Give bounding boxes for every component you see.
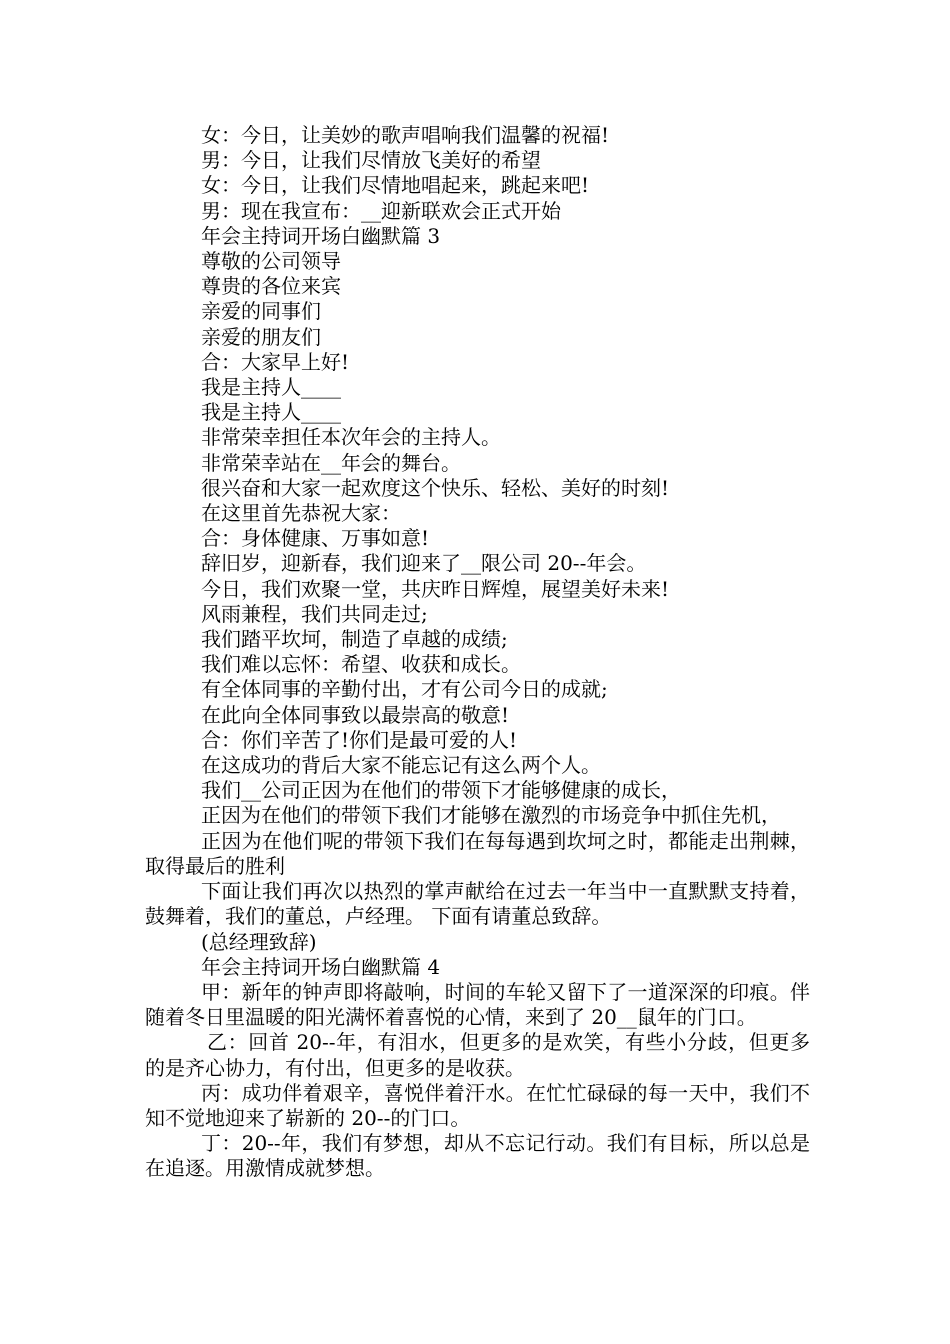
paragraph: 很兴奋和大家一起欢度这个快乐、轻松、美好的时刻! (201, 475, 670, 500)
section-heading: 年会主持词开场白幽默篇 4 (201, 954, 441, 979)
paragraph: 合：身体健康、万事如意! (201, 526, 430, 551)
paragraph: 下面让我们再次以热烈的掌声献给在过去一年当中一直默默支持着，鼓舞着，我们的董总，卢经理。 下面有请董总致辞。 (145, 879, 810, 929)
paragraph: (总经理致辞) (201, 929, 317, 954)
paragraph: 女：今日，让美妙的歌声唱响我们温馨的祝福! (201, 123, 610, 147)
paragraph: 亲爱的朋友们 (201, 324, 321, 349)
paragraph: 甲：新年的钟声即将敲响，时间的车轮又留下了一道深深的印痕。伴随着冬日里温暖的阳光满怀着喜悦的心情，来到了 20__鼠年的门口。 (145, 979, 810, 1030)
paragraph: 在此向全体同事致以最崇高的敬意! (201, 702, 510, 727)
paragraph: 尊敬的公司领导 (201, 249, 341, 274)
paragraph: 我们难以忘怀：希望、收获和成长。 (201, 652, 521, 677)
paragraph: 非常荣幸担任本次年会的主持人。 (201, 425, 501, 450)
paragraph: 正因为在他们的带领下我们才能够在激烈的市场竞争中抓住先机， (201, 803, 781, 828)
paragraph: 我们踏平坎坷，制造了卓越的成绩; (201, 627, 508, 652)
paragraph: 我是主持人____ (201, 400, 341, 425)
paragraph: 有全体同事的辛勤付出，才有公司今日的成就; (201, 677, 608, 702)
paragraph: 合：大家早上好! (201, 349, 350, 374)
section-heading: 年会主持词开场白幽默篇 3 (201, 223, 441, 248)
paragraph: 在这里首先恭祝大家： (201, 501, 401, 526)
paragraph: 男：现在我宣布：__迎新联欢会正式开始 (201, 198, 561, 223)
paragraph: 女：今日，让我们尽情地唱起来，跳起来吧! (201, 173, 590, 198)
paragraph: 辞旧岁，迎新春，我们迎来了__限公司 20--年会。 (201, 551, 647, 576)
paragraph: 正因为在他们呢的带领下我们在每每遇到坎坷之时，都能走出荆棘，取得最后的胜利 (145, 828, 810, 878)
paragraph: 风雨兼程，我们共同走过; (201, 601, 428, 626)
paragraph: 在这成功的背后大家不能忘记有这么两个人。 (201, 753, 601, 778)
paragraph: 丙：成功伴着艰辛，喜悦伴着汗水。在忙忙碌碌的每一天中，我们不知不觉地迎来了崭新的 20--的门口。 (145, 1080, 810, 1130)
paragraph: 亲爱的同事们 (201, 299, 321, 324)
paragraph: 合：你们辛苦了!你们是最可爱的人! (201, 727, 518, 752)
paragraph: 男：今日，让我们尽情放飞美好的希望 (201, 148, 541, 173)
document-body (145, 123, 810, 1182)
paragraph: 乙：回首 20--年，有泪水，但更多的是欢笑，有些小分歧，但更多的是齐心协力，有付出，但更多的是收获。 (145, 1030, 810, 1080)
paragraph: 我们__公司正因为在他们的带领下才能够健康的成长， (201, 778, 681, 803)
paragraph: 尊贵的各位来宾 (201, 274, 341, 299)
paragraph: 我是主持人____ (201, 375, 341, 400)
paragraph: 今日，我们欢聚一堂，共庆昨日辉煌，展望美好未来! (201, 576, 670, 601)
paragraph: 非常荣幸站在__年会的舞台。 (201, 450, 461, 475)
paragraph: 丁：20--年，我们有梦想，却从不忘记行动。我们有目标，所以总是在追逐。用激情成就梦想。 (145, 1131, 810, 1181)
